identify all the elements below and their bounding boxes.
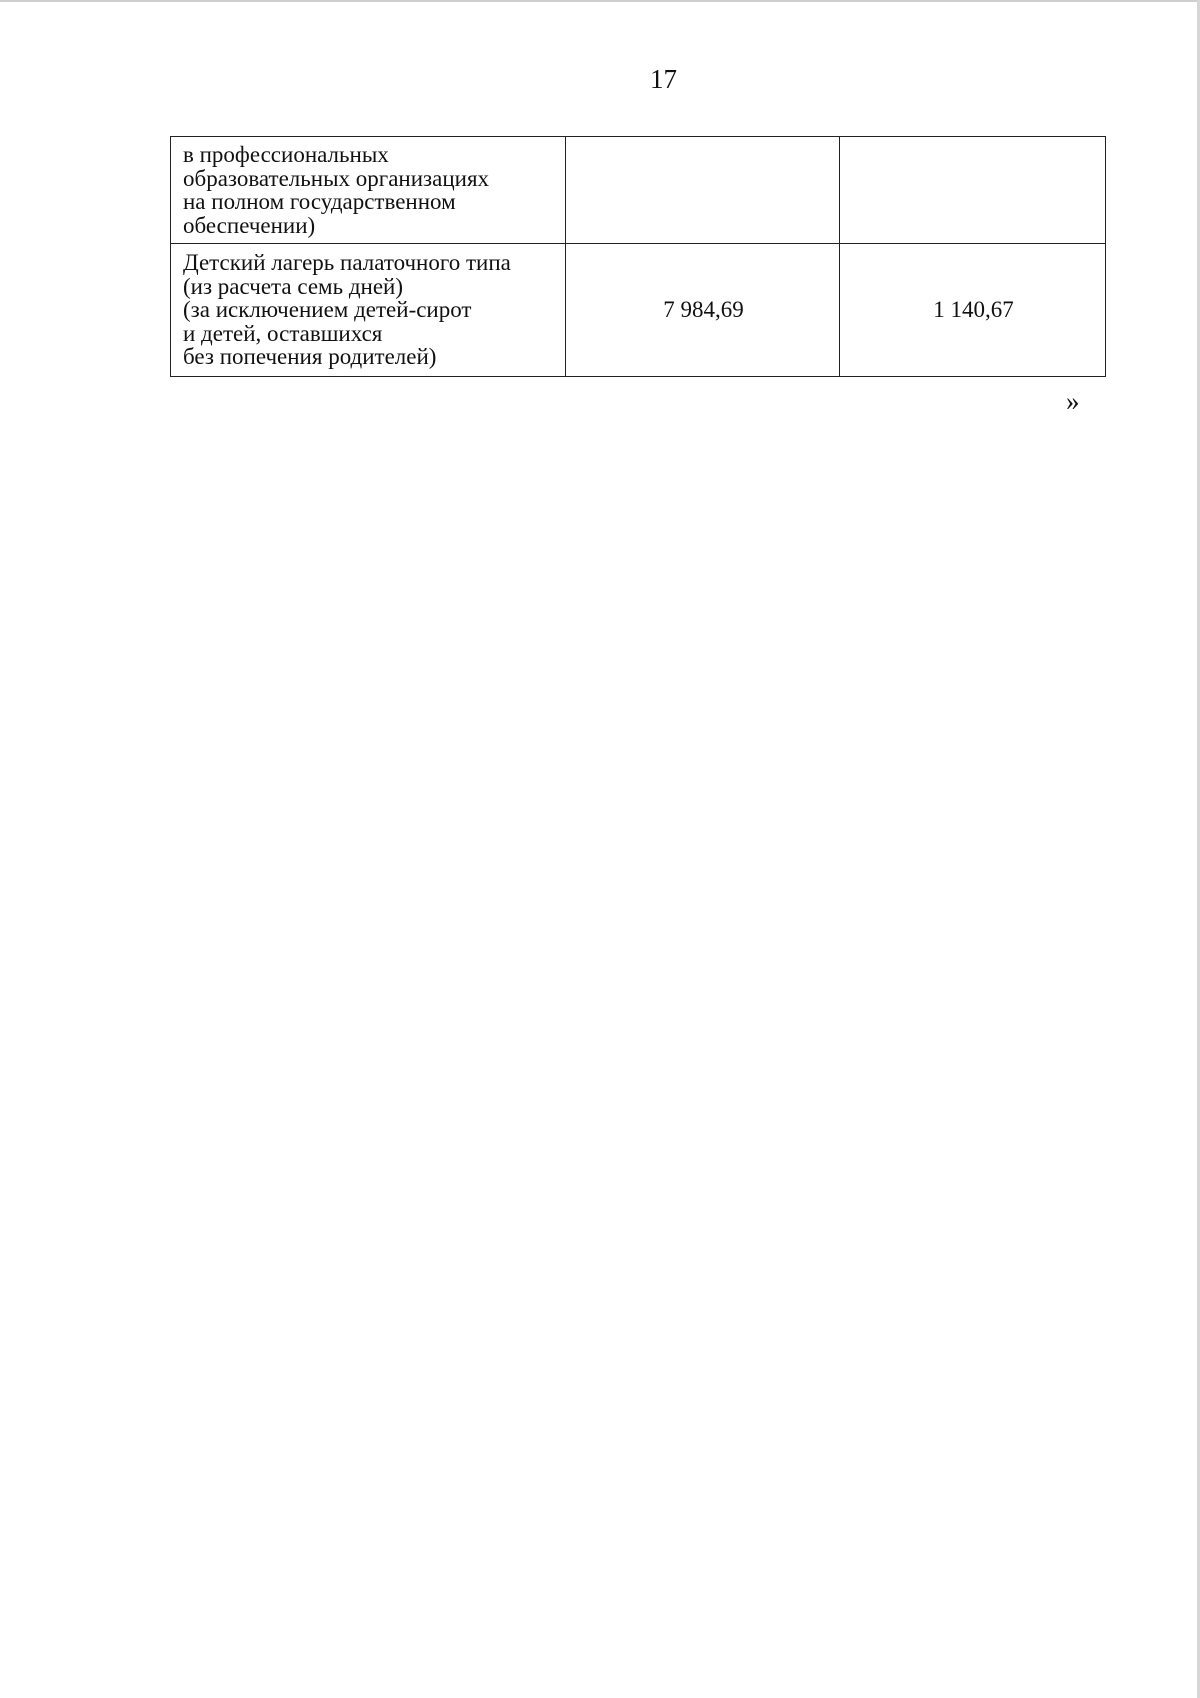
row-value-2: 1 140,67 xyxy=(840,244,1106,377)
page-number: 17 xyxy=(650,64,677,94)
table-row xyxy=(171,244,1106,377)
row-description: Детский лагерь палаточного типа (из расчета семь дней) (за исключением детей-сирот и детей, оставшихся без попечения родителей) xyxy=(171,244,566,377)
closing-quote-mark: » xyxy=(1066,386,1080,416)
row-value-1: 7 984,69 xyxy=(566,244,840,377)
table-row xyxy=(171,137,1106,244)
row-value-1 xyxy=(566,137,840,244)
tariff-table xyxy=(170,136,1106,377)
scan-edge-top xyxy=(0,0,1200,2)
row-value-2 xyxy=(840,137,1106,244)
row-description: в профессиональных образовательных организациях на полном государственном обеспечении) xyxy=(171,137,566,244)
